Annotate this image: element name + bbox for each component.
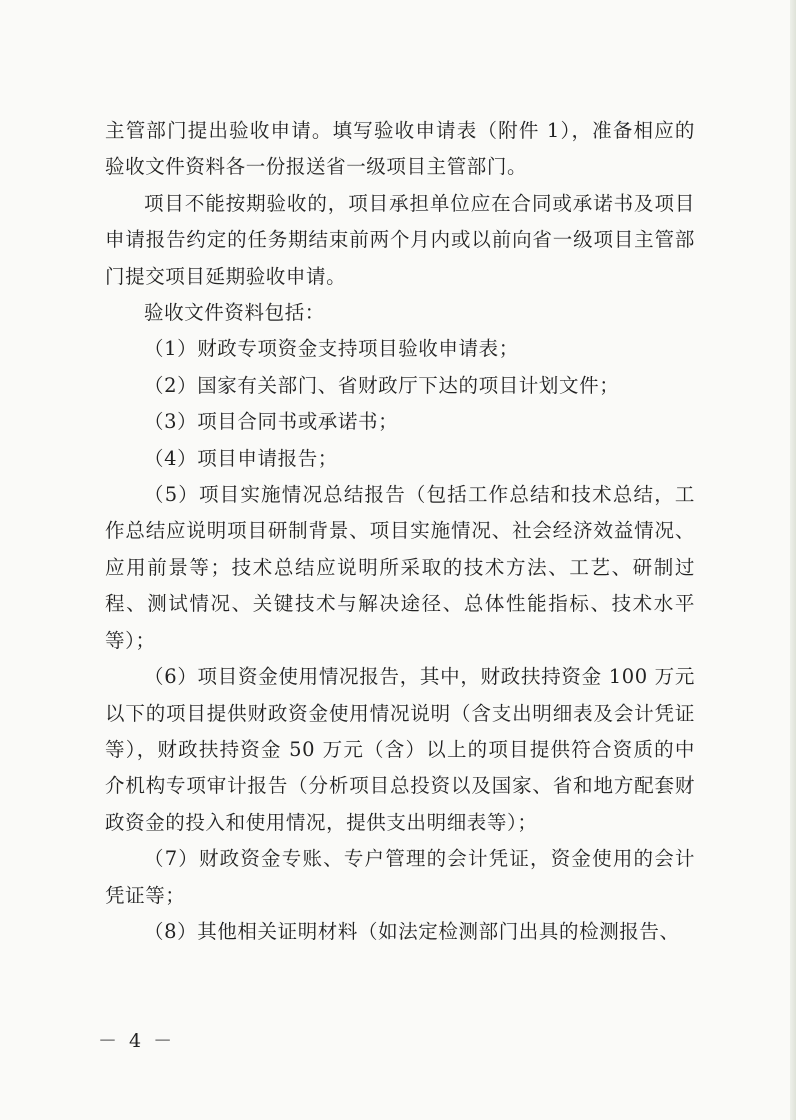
list-item-7: （7）财政资金专账、专户管理的会计凭证，资金使用的会计凭证等； [105,847,695,907]
list-item-5: （5）项目实施情况总结报告（包括工作总结和技术总结，工作总结应说明项目研制背景、项目实施情况、社会经济效益情况、应用前景等；技术总结应说明所采取的技术方法、工艺、研制过程、测试情况、关键技术与解决途径、总体性能指标、技术水平等）； [105,483,695,652]
list-item-3: （3）项目合同书或承诺书； [144,410,399,434]
paragraph-materials-intro: 验收文件资料包括： [144,301,325,325]
document-body [105,113,695,950]
page-edge-shadow [790,0,796,1120]
list-item-8: （8）其他相关证明材料（如法定检测部门出具的检测报告、 [144,919,680,943]
list-item-6: （6）项目资金使用情况报告，其中，财政扶持资金 100 万元以下的项目提供财政资金使用情况说明（含支出明细表及会计凭证等），财政扶持资金 50 万元（含）以上的项目提供符合资质的中介机构专项审计报告（分析项目总投资以及国家、省和地方配套财政资金的投入和使用情况，提供支出明细表等）； [105,665,695,834]
list-item-4: （4）项目申请报告； [144,446,338,470]
page-number: － 4 － [98,1030,176,1052]
list-item-2: （2）国家有关部门、省财政厅下达的项目计划文件； [144,373,620,397]
paragraph-submit-application: 主管部门提出验收申请。填写验收申请表（附件 1），准备相应的验收文件资料各一份报送省一级项目主管部门。 [105,119,695,179]
paragraph-deferral: 项目不能按期验收的，项目承担单位应在合同或承诺书及项目申请报告约定的任务期结束前两个月内或以前向省一级项目主管部门提交项目延期验收申请。 [105,191,695,288]
list-item-1: （1）财政专项资金支持项目验收申请表； [144,337,519,361]
